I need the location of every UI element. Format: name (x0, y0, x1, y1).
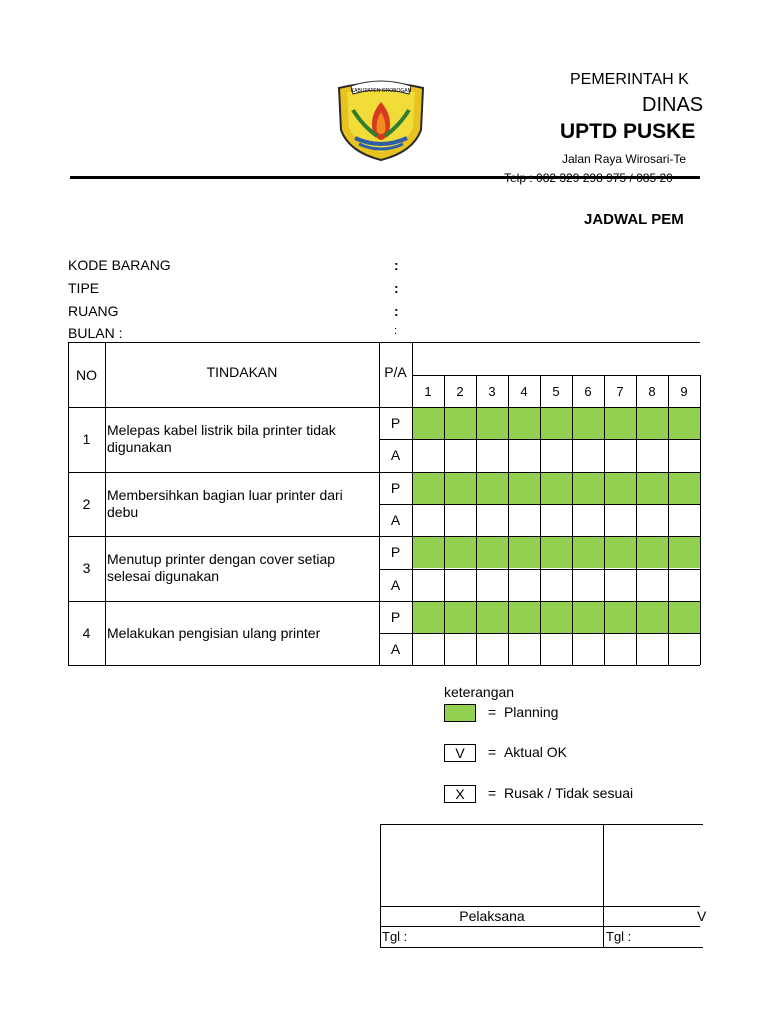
planning-fill-row-3 (412, 536, 700, 568)
letterhead-line-2: DINAS (642, 94, 704, 116)
legend-title: keterangan (444, 684, 515, 700)
day-header-7: 7 (616, 383, 624, 399)
row-no: 2 (82, 495, 91, 512)
regency-emblem-logo (333, 80, 429, 162)
signature-box-pelaksana (380, 824, 604, 948)
legend-planning-label: = Planning (488, 704, 559, 720)
row-tindakan: Menutup printer dengan cover setiap selesai digunakan (107, 551, 336, 585)
legend-planning-swatch (444, 704, 476, 722)
row-tindakan: Melepas kabel listrik bila printer tidak digunakan (107, 422, 336, 456)
planning-fill-row-2 (412, 472, 700, 504)
row-p-label: P (390, 608, 401, 625)
day-header-6: 6 (584, 383, 592, 399)
day-col-border-8 (668, 375, 669, 665)
day-col-border-7 (636, 375, 637, 665)
planning-fill-row-1 (412, 407, 700, 439)
day-col-border-5 (572, 375, 573, 665)
row-no: 3 (82, 560, 91, 577)
row-a-label: A (390, 447, 401, 464)
header-pa: P/A (384, 363, 407, 380)
day-col-border-3 (508, 375, 509, 665)
day-header-3: 3 (488, 383, 496, 399)
signature-tgl-left: Tgl : (382, 929, 408, 944)
field-ruang-label: RUANG (68, 303, 119, 319)
day-header-9: 9 (680, 383, 688, 399)
row-a-label: A (390, 576, 401, 593)
field-kode-barang-label: KODE BARANG (68, 257, 171, 273)
document-title: JADWAL PEM (584, 211, 684, 228)
signature-divider-top (380, 906, 700, 907)
letterhead-divider (70, 176, 700, 179)
row-tindakan: Membersihkan bagian luar printer dari debu (107, 486, 343, 520)
day-header-8: 8 (648, 383, 656, 399)
day-col-border-4 (540, 375, 541, 665)
letterhead-line-3: UPTD PUSKE (560, 120, 696, 143)
legend-rusak-label: = Rusak / Tidak sesuai (488, 785, 634, 801)
letterhead-address: Jalan Raya Wirosari-Te (562, 152, 687, 166)
signature-divider-bottom (380, 926, 700, 927)
legend-aktual-ok-label: = Aktual OK (488, 744, 567, 760)
row-a-label: A (390, 641, 401, 658)
row-p-label: P (390, 544, 401, 561)
field-tipe-colon: : (394, 280, 399, 296)
row-a-label: A (390, 512, 401, 529)
row-no: 4 (82, 625, 91, 642)
day-header-5: 5 (552, 383, 560, 399)
field-tipe-label: TIPE (68, 280, 100, 296)
field-kode-barang-colon: : (394, 257, 399, 273)
field-bulan-colon: : (394, 325, 398, 337)
row-no: 1 (82, 431, 91, 448)
planning-fill-row-4 (412, 601, 700, 633)
header-tindakan: TINDAKAN (206, 363, 278, 380)
row-p-label: P (390, 415, 401, 432)
field-bulan-label: BULAN : (68, 325, 123, 341)
legend-rusak-symbol: X (444, 785, 476, 803)
row-p-label: P (390, 479, 401, 496)
header-no: NO (76, 366, 97, 383)
day-header-2: 2 (456, 383, 464, 399)
day-col-border-2 (476, 375, 477, 665)
logo-banner-text: KABUPATEN GROBOGAN (350, 88, 412, 94)
letterhead-line-1: PEMERINTAH K (570, 71, 689, 88)
signature-tgl-right: Tgl : (606, 929, 632, 944)
day-col-border-6 (604, 375, 605, 665)
field-ruang-colon: : (394, 303, 399, 319)
day-header-4: 4 (520, 383, 528, 399)
day-col-border-9 (700, 375, 701, 665)
day-header-1: 1 (424, 383, 432, 399)
day-col-border-1 (444, 375, 445, 665)
row-tindakan: Melakukan pengisian ulang printer (107, 624, 321, 641)
signature-right-label: V (697, 908, 707, 924)
signature-pelaksana-label: Pelaksana (459, 908, 525, 924)
legend-aktual-ok-symbol: V (444, 744, 476, 762)
